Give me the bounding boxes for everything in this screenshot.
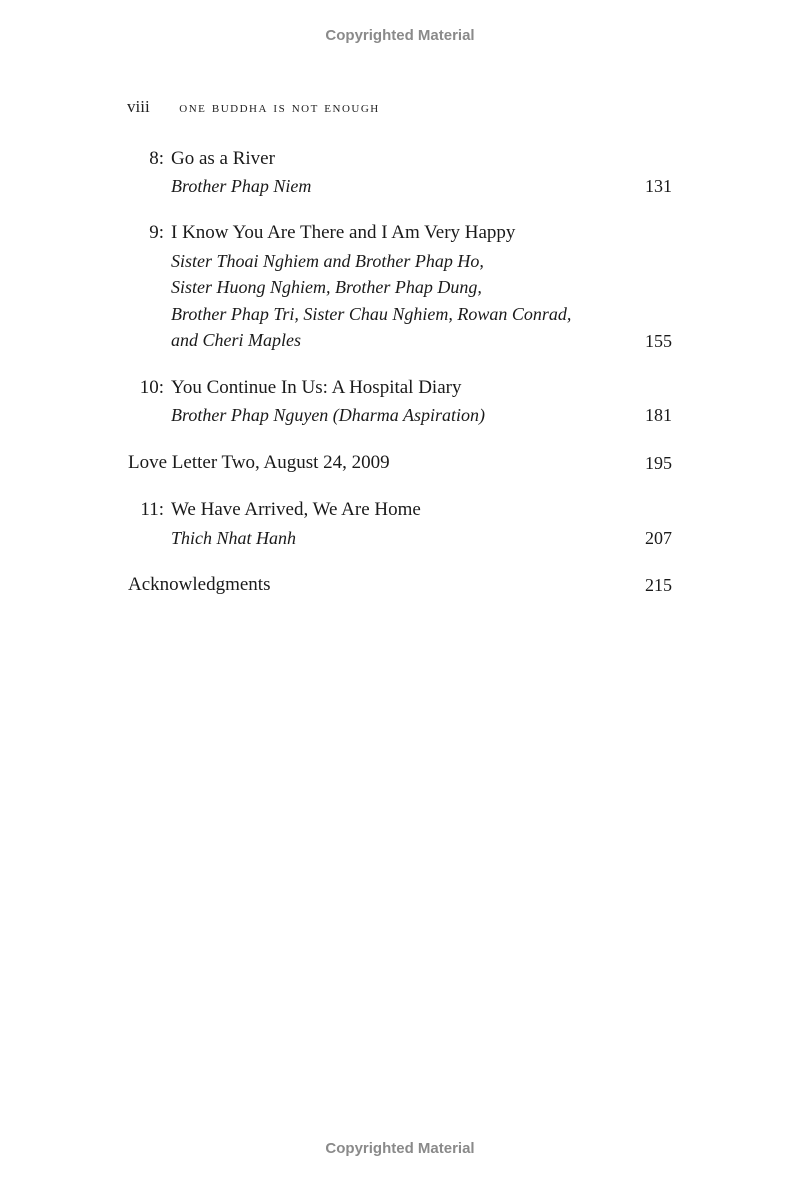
chapter-title: Go as a River bbox=[171, 148, 275, 169]
page-number: 195 bbox=[645, 453, 672, 473]
page-number: 215 bbox=[645, 575, 672, 595]
chapter-author: Thich Nhat Hanh bbox=[171, 528, 297, 548]
chapter-number: 11: bbox=[140, 499, 164, 520]
chapter-number: 8: bbox=[149, 148, 164, 169]
chapter-author: Brother Phap Tri, Sister Chau Nghiem, Rowan Conrad, bbox=[171, 304, 572, 324]
page-number: 131 bbox=[645, 176, 672, 196]
running-head-title: one buddha is not enough bbox=[179, 99, 380, 116]
chapter-author: Brother Phap Niem bbox=[171, 176, 312, 196]
chapter-author: and Cheri Maples bbox=[171, 330, 301, 350]
page-number: 207 bbox=[645, 528, 672, 548]
chapter-author: Brother Phap Nguyen (Dharma Aspiration) bbox=[171, 405, 485, 425]
page-number: 155 bbox=[645, 331, 672, 351]
copyright-watermark-top: Copyrighted Material bbox=[325, 27, 475, 44]
chapter-title: You Continue In Us: A Hospital Diary bbox=[171, 377, 462, 398]
chapter-number: 10: bbox=[139, 377, 164, 398]
chapter-author: Sister Thoai Nghiem and Brother Phap Ho, bbox=[171, 251, 484, 271]
chapter-number: 9: bbox=[149, 222, 164, 243]
chapter-author: Sister Huong Nghiem, Brother Phap Dung, bbox=[171, 277, 482, 297]
copyright-watermark-bottom: Copyrighted Material bbox=[325, 1140, 475, 1157]
page-folio: viii bbox=[127, 97, 150, 116]
toc-entry-love-letter-two: Love Letter Two, August 24, 2009 bbox=[128, 452, 390, 473]
chapter-title: I Know You Are There and I Am Very Happy bbox=[171, 222, 516, 243]
toc-entry-acknowledgments: Acknowledgments bbox=[128, 574, 271, 595]
chapter-title: We Have Arrived, We Are Home bbox=[171, 499, 421, 520]
page-number: 181 bbox=[645, 405, 672, 425]
